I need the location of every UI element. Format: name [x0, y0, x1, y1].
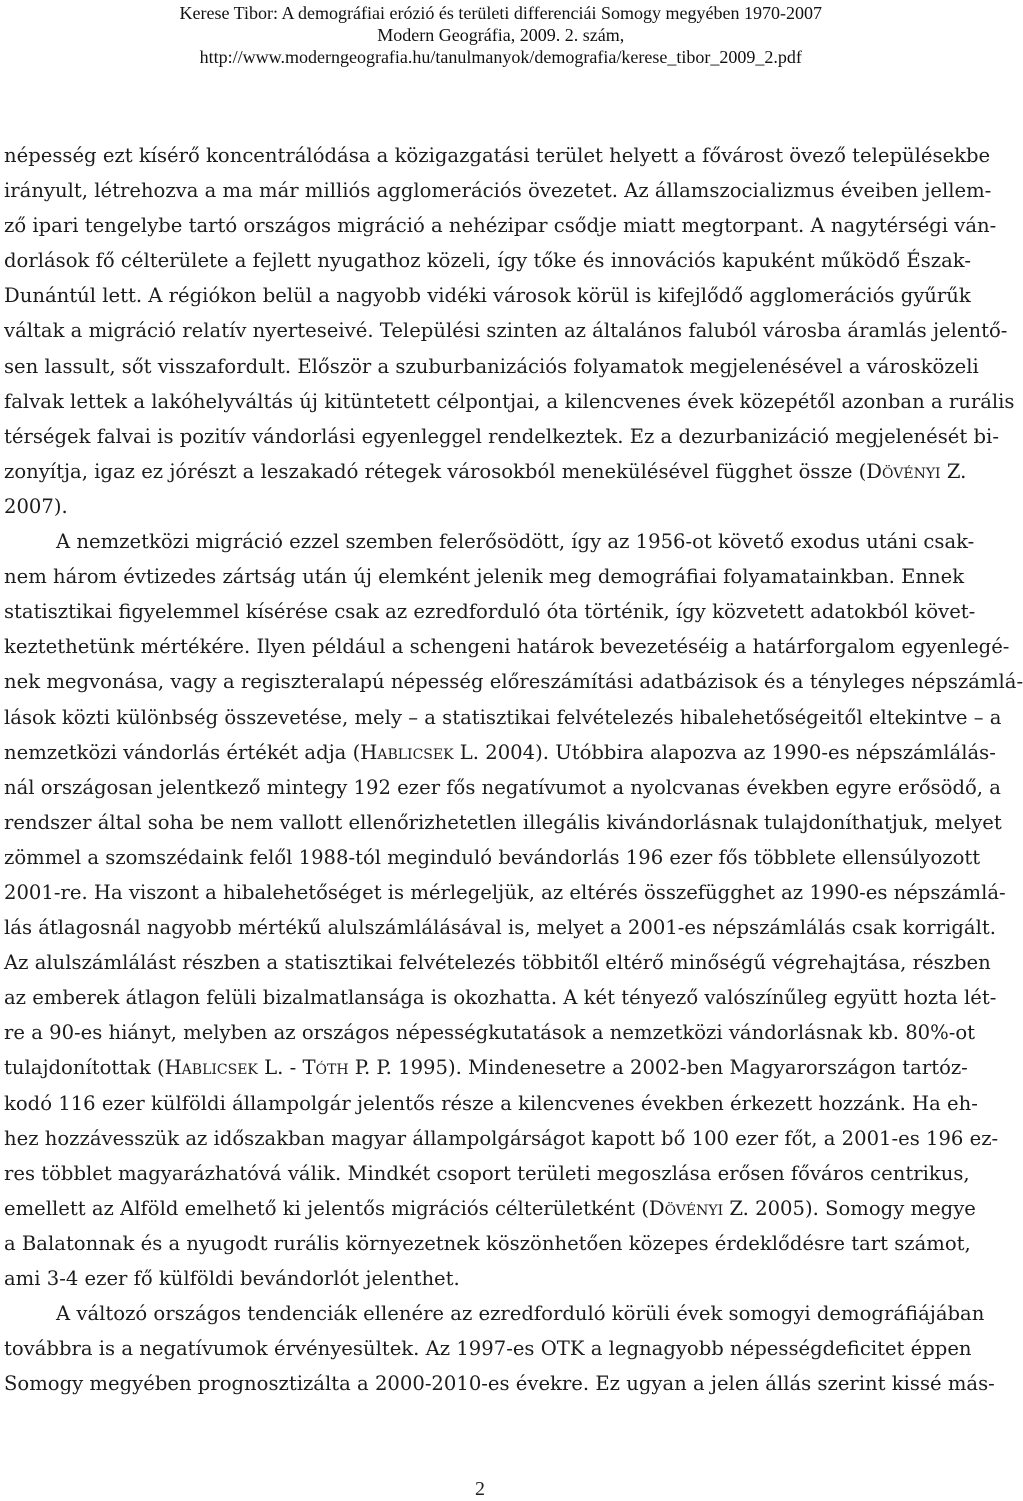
text-line: keztethetünk mértékére. Ilyen például a schengeni határok bevezetéséig a határforgalom egyenlegé- [4, 635, 1010, 659]
citation-author: Hablicsek [164, 1056, 258, 1080]
page-body [4, 138, 1023, 1401]
header-title: Kerese Tibor: A demográfiai erózió és területi differenciái Somogy megyében 1970-2007 [179, 3, 822, 23]
citation-author: Dövényi [648, 1196, 724, 1220]
text-line: A nemzetközi migráció ezzel szemben felerősödött, így az 1956-ot követő exodus utáni csak- [56, 530, 975, 554]
text-line: ző ipari tengelybe tartó országos migráció a nehézipar csődje miatt megtorpant. A nagytérségi ván- [4, 214, 997, 238]
text-segment: tulajdonítottak ( [4, 1056, 165, 1080]
text-segment: Z. 2005). Somogy megye [723, 1196, 976, 1220]
text-line [4, 735, 996, 770]
text-line: A változó országos tendenciák ellenére az ezredforduló körüli évek somogyi demográfiájában [56, 1302, 985, 1326]
text-line: dorlások fő célterülete a fejlett nyugathoz közeli, így tőke és innovációs kapuként működő Észak- [4, 249, 971, 273]
text-line: nál országosan jelentkező mintegy 192 ezer fős negatívumot a nyolcvanas években egyre erősödő, a [4, 775, 1001, 799]
text-line: az emberek átlagon felüli bizalmatlansága is okozhatta. A két tényező valószínűleg együtt hozta lét- [4, 986, 997, 1010]
text-segment: zonyítja, igaz ez jórészt a leszakadó rétegek városokból menekülésével függhet össze ( [4, 459, 867, 483]
citation-author: Tóth [302, 1056, 349, 1080]
text-segment: L. - [257, 1056, 303, 1080]
text-line: rendszer által soha be nem vallott ellenőrizhetetlen illegális kivándorlásnak tulajdoníthatjuk, melyet [4, 810, 1002, 834]
text-line: továbbra is a negatívumok érvényesültek. Az 1997-es OTK a legnagyobb népességdeficitet éppen [4, 1337, 972, 1361]
paragraph-2 [4, 524, 1023, 1296]
text-line: res többlet magyarázhatóvá válik. Mindkét csoport területi megoszlása erősen főváros centrikus, [4, 1161, 970, 1185]
page-number: 2 [475, 1478, 485, 1500]
text-line: lások közti különbség összevetése, mely – a statisztikai felvételezés hibalehetőségeitől eltekintve – a [4, 705, 1002, 729]
text-line: térségek falvai is pozitív vándorlási egyenleggel rendelkeztek. Ez a dezurbanizáció megjelenését bi- [4, 424, 999, 448]
citation-author: Dövényi [866, 459, 941, 483]
text-line: re a 90-es hiányt, melyben az országos népességkutatások a nemzetközi vándorlásnak kb. 80%-ot [4, 1021, 976, 1045]
text-line: nem három évtizedes zártság után új elemként jelenik meg demográfiai folyamatainkban. Ennek [4, 565, 965, 589]
text-line: kodó 116 ezer külföldi állampolgár jelentős része a kilencvenes években érkezett hozzánk. Ha eh- [4, 1091, 978, 1115]
text-line: zömmel a szomszédaink felől 1988-tól meginduló bevándorlás 196 ezer fős többlete ellensúlyozott [4, 845, 981, 869]
text-line [4, 1191, 976, 1226]
text-segment: P. P. 1995). Mindenesetre a 2002-ben Magyarországon tartóz- [348, 1056, 968, 1080]
text-segment: L. 2004). Utóbbira alapozva az 1990-es népszámlálás- [453, 740, 996, 764]
text-line: nek megvonása, vagy a regiszteralapú népesség előreszámítási adatbázisok és a tényleges népszámlá- [4, 670, 1023, 694]
text-line [4, 1050, 968, 1085]
text-line: 2001-re. Ha viszont a hibalehetőséget is mérlegeljük, az eltérés összefügghet az 1990-es népszámlá- [4, 880, 1006, 904]
text-line: Dunántúl lett. A régiókon belül a nagyobb vidéki városok körül is kifejlődő agglomerációs gyűrűk [4, 284, 971, 308]
text-line: sen lassult, sőt visszafordult. Először a szuburbanizációs folyamatok megjelenésével a városközeli [4, 354, 979, 378]
text-line: irányult, létrehozva a ma már milliós agglomerációs övezetet. Az államszocializmus éveiben jellem- [4, 179, 992, 203]
text-line: népesség ezt kísérő koncentrálódása a közigazgatási terület helyett a fővárost övező településekbe [4, 144, 991, 167]
text-line: 2007). [4, 494, 68, 518]
text-line: hez hozzávesszük az időszakban magyar állampolgárságot kapott bő 100 ezer főt, a 2001-es 196 ez- [4, 1126, 999, 1150]
paragraph-3 [4, 1296, 995, 1401]
text-line: váltak a migráció relatív nyerteseivé. Települési szinten az általános faluból városba áramlás jelentő- [4, 319, 1008, 343]
text-segment: nemzetközi vándorlás értékét adja ( [4, 740, 361, 764]
header-journal: Modern Geográfia, 2009. 2. szám, [377, 25, 625, 45]
text-line: ami 3-4 ezer fő külföldi bevándorlót jelenthet. [4, 1267, 460, 1290]
text-segment: emellett az Alföld emelhető ki jelentős migrációs célterületként ( [4, 1196, 649, 1220]
paragraph-1 [4, 138, 1015, 524]
text-line [4, 454, 967, 489]
text-line: Az alulszámlálást részben a statisztikai felvételezés többitől eltérő minőségű végrehajtása, részben [4, 951, 991, 975]
text-line: lás átlagosnál nagyobb mértékű alulszámlálásával is, melyet a 2001-es népszámlálás csak korrigált. [4, 916, 996, 940]
header-url: http://www.moderngeografia.hu/tanulmanyok/demografia/kerese_tibor_2009_2.pdf [199, 47, 802, 67]
citation-author: Hablicsek [360, 740, 454, 764]
text-segment: Z. [940, 459, 967, 483]
text-line: a Balatonnak és a nyugodt rurális környezetnek köszönhetően közepes érdeklődésre tart számot, [4, 1231, 971, 1255]
text-line: statisztikai figyelemmel kísérése csak az ezredforduló óta történik, így közvetett adatokból követ- [4, 600, 976, 624]
running-header [179, 2, 822, 68]
text-line: falvak lettek a lakóhelyváltás új kitüntetett célpontjai, a kilencvenes évek közepétől azonban a rurális [4, 389, 1015, 413]
text-line: Somogy megyében prognosztizálta a 2000-2010-es évekre. Ez ugyan a jelen állás szerint kissé más- [4, 1372, 995, 1396]
